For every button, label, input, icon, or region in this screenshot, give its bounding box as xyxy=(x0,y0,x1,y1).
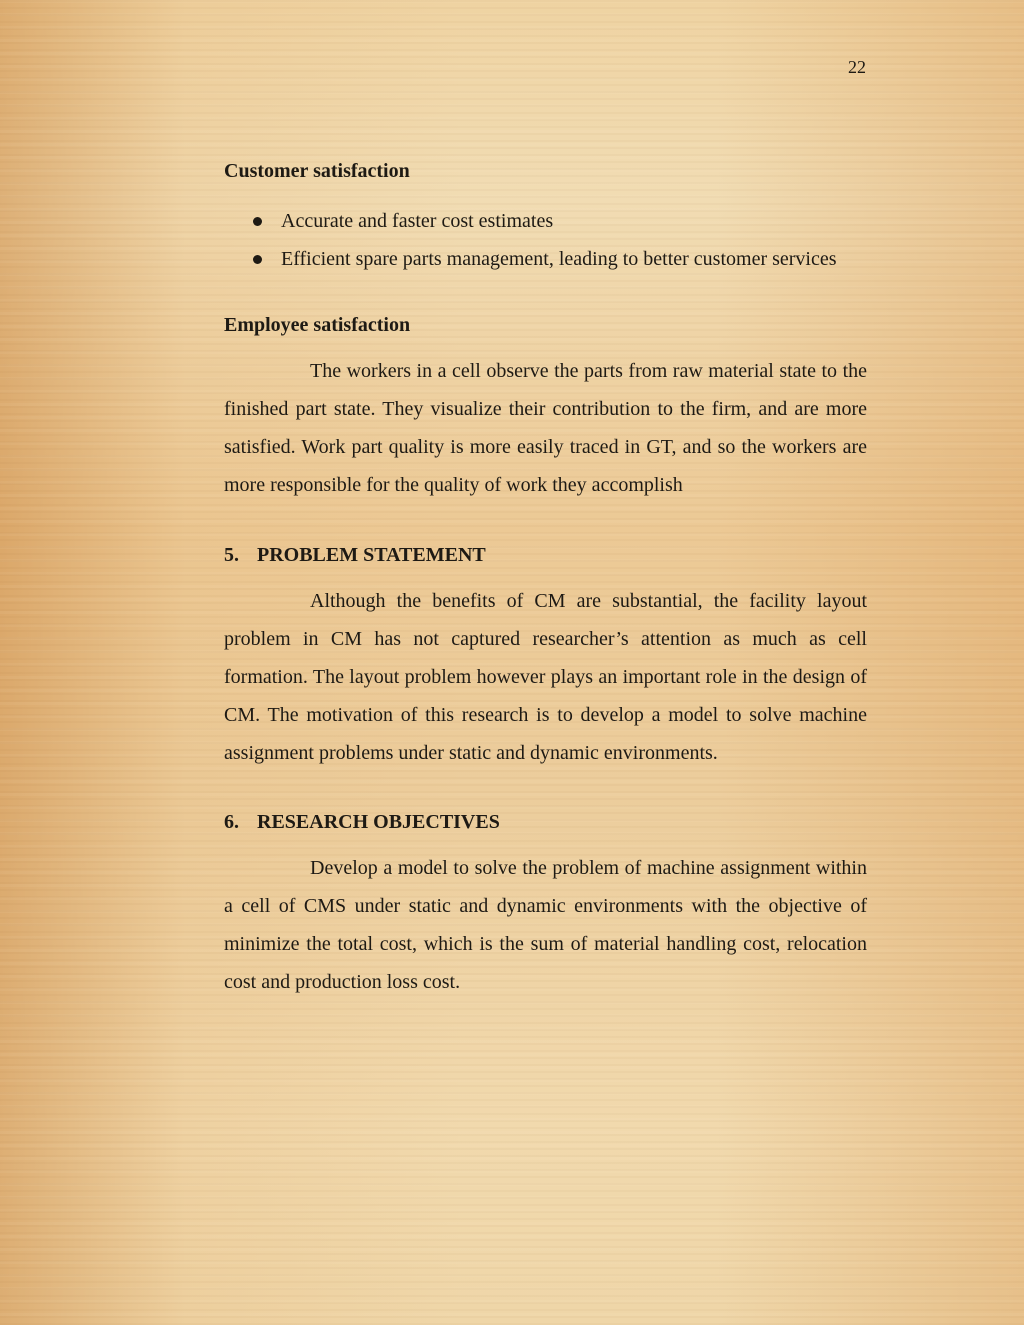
page-number: 22 xyxy=(848,57,866,77)
paragraph-employee-satisfaction: The workers in a cell observe the parts from raw material state to the finished part state. They visualize their contribution to the firm, and are more satisfied. Work part quality is more easily traced in GT, and so the workers are more responsible for the quality of work they accomplish xyxy=(224,360,867,496)
list-item-text: Accurate and faster cost estimates xyxy=(281,210,554,232)
section-number: 5. xyxy=(224,544,239,566)
section-title: RESEARCH OBJECTIVES xyxy=(257,811,500,833)
list-item-text: Efficient spare parts management, leading to better customer services xyxy=(281,248,837,270)
page-content xyxy=(224,157,867,1001)
heading-employee-satisfaction: Employee satisfaction xyxy=(224,314,411,336)
customer-satisfaction-list xyxy=(224,202,867,278)
list-item xyxy=(224,240,867,278)
paragraph-research-objectives: Develop a model to solve the problem of machine assignment within a cell of CMS under static and dynamic environments with the objective of minimize the total cost, which is the sum of material handling cost, relocation cost and production loss cost. xyxy=(224,857,867,993)
list-item xyxy=(224,202,867,240)
heading-research-objectives xyxy=(224,808,867,836)
paragraph-problem-statement: Although the benefits of CM are substantial, the facility layout problem in CM has not captured researcher’s attention as much as cell formation. The layout problem however plays an important role in the design of CM. The motivation of this research is to develop a model to solve machine assignment problems under static and dynamic environments. xyxy=(224,590,867,764)
section-number: 6. xyxy=(224,811,239,833)
heading-problem-statement xyxy=(224,541,867,569)
bullet-icon xyxy=(253,217,262,226)
bullet-icon xyxy=(253,255,262,264)
section-title: PROBLEM STATEMENT xyxy=(257,544,486,566)
heading-customer-satisfaction: Customer satisfaction xyxy=(224,160,410,182)
